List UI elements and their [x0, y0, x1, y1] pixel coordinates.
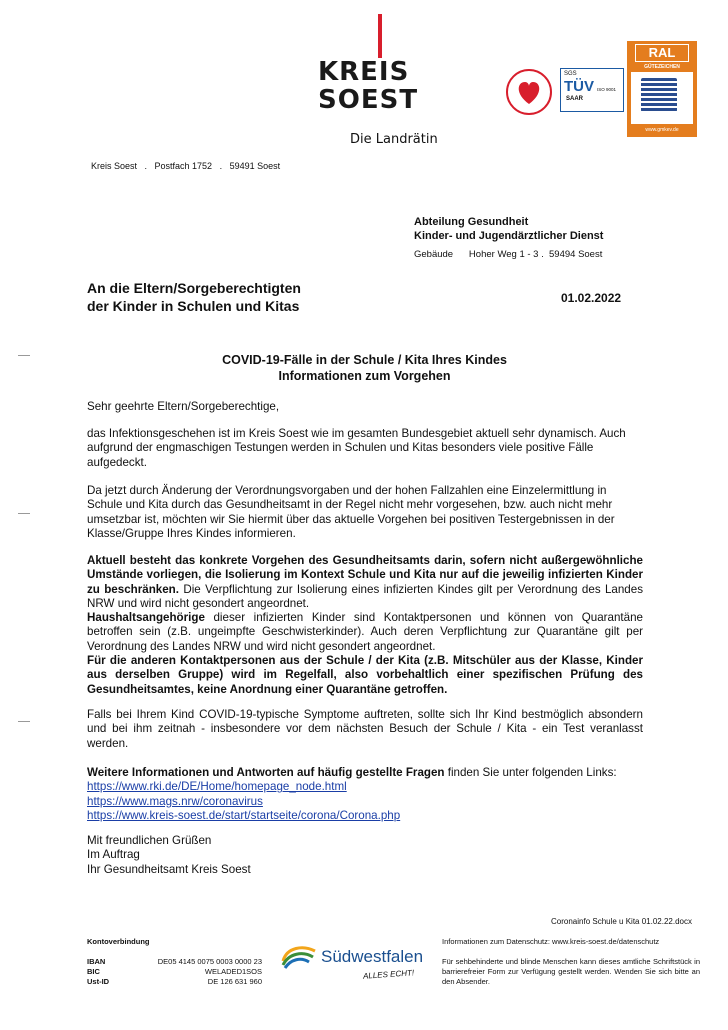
privacy-note: Informationen zum Datenschutz: www.kreis-soest.de/datenschutz [442, 937, 660, 946]
bank-label: BIC [87, 967, 100, 976]
bank-row [87, 957, 262, 967]
paragraph-3 [87, 554, 643, 611]
department-line-1: Abteilung Gesundheit [414, 216, 529, 228]
tuv-top: SGS [564, 71, 577, 77]
bank-row [87, 967, 262, 977]
tuv-main: TÜV [564, 78, 594, 95]
ral-sub: GÜTEZEICHEN [644, 64, 680, 70]
footer-right [442, 937, 700, 987]
closing [87, 834, 643, 877]
document-filename: Coronainfo Schule u Kita 01.02.22.docx [551, 917, 692, 926]
link-mags[interactable]: https://www.mags.nrw/coronavirus [87, 794, 263, 808]
paragraph-7-rest: finden Sie unter folgenden Links: [444, 766, 617, 779]
paragraph-3-bold: Aktuell besteht das konkrete Vorgehen des Gesundheitsamts darin, sofern nicht außergewöhnliche Umstände vorliegen, die Isolierung im Kontext Schule und Kita nur auf die jeweilig infizierten Kinder zu beschränken. [87, 554, 643, 596]
paragraph-1: das Infektionsgeschehen ist im Kreis Soest wie im gesamten Bundesgebiet aktuell sehr dynamisch. Auch aufgrund der engmaschigen Testungen werden in Schulen und Kitas besonders viele positive Fälle aufgedeckt. [87, 427, 626, 469]
bank-value: DE 126 631 960 [207, 977, 262, 986]
link-rki[interactable]: https://www.rki.de/DE/Home/homepage_node.html [87, 780, 347, 794]
letter-date: 01.02.2022 [561, 291, 622, 305]
greeting: Sehr geehrte Eltern/Sorgeberechtige, [87, 400, 280, 413]
bank-label: IBAN [87, 957, 106, 966]
paragraph-4-bold: Haushaltsangehörige [87, 611, 205, 624]
tuv-badge [560, 68, 624, 112]
suedwestfalen-swirl-icon [281, 943, 317, 969]
bank-value: WELADED1SOS [204, 967, 262, 976]
building-address: Gebäude Hoher Weg 1 - 3 . 59494 Soest [414, 249, 603, 260]
suedwestfalen-slogan: ALLES ECHT! [362, 968, 415, 981]
paragraph-7-bold: Weitere Informationen und Antworten auf häufig gestellte Fragen [87, 766, 445, 779]
bank-title: Kontoverbindung [87, 937, 150, 946]
logo-line-2: SOEST [318, 85, 419, 115]
paragraph-7 [87, 766, 643, 823]
paragraph-3-rest: Die Verpflichtung zur Isolierung eines infizierten Kindes gilt per Verordnung des Landes NRW und wird nicht gesondert angeordnet. [87, 582, 643, 610]
logo-line-1: KREIS [318, 57, 410, 87]
recipient-line-2: der Kinder in Schulen und Kitas [87, 298, 300, 314]
department-block [414, 215, 603, 243]
ral-badge [627, 41, 697, 137]
ral-top: RAL [635, 44, 689, 62]
closing-line-3: Ihr Gesundheitsamt Kreis Soest [87, 862, 251, 876]
paragraph-4 [87, 611, 643, 654]
logo-subtitle: Die Landrätin [350, 132, 438, 147]
paragraph-2: Da jetzt durch Änderung der Verordnungsvorgaben und der hohen Fallzahlen eine Einzelermittlung in Schule und Kita durch das Gesundheitsamt in der Regel nicht mehr vorgesehen, bzw. auch nicht mehr umsetzbar ist, möchten wir Sie hiermit über das aktuelle Vorgehen bei positiven Testergebnissen in der Klasse/Gruppe Ihres Kindes informieren. [87, 484, 615, 540]
paragraph-5: Für die anderen Kontaktpersonen aus der Schule / der Kita (z.B. Mitschüler aus der Klasse, Kinder aus derselben Gruppe) wird im Regelfall, also vorbehaltlich einer spezifischen Prüfung des Gesundheitsamtes, keine Anordnung einer Quarantäne getroffen. [87, 654, 643, 696]
tuv-sub: SAAR [566, 96, 584, 102]
sender-line: Kreis Soest . Postfach 1752 . 59491 Soest [91, 161, 281, 171]
closing-line-2: Im Auftrag [87, 848, 140, 862]
accessibility-note: Für sehbehinderte und blinde Menschen kann dieses amtliche Schriftstück in barrierefreier Form zur Verfügung gestellt werden. Wenden Sie sich bitte an den Absender. [442, 957, 700, 986]
link-kreis-soest[interactable]: https://www.kreis-soest.de/start/startseite/corona/Corona.php [87, 808, 401, 822]
ral-emblem [631, 72, 693, 124]
fold-mark [18, 513, 30, 514]
subject-line-2: Informationen zum Vorgehen [278, 369, 451, 383]
closing-line-1: Mit freundlichen Grüßen [87, 834, 212, 847]
family-seal-icon [505, 68, 553, 116]
suedwestfalen-name: Südwestfalen [321, 947, 424, 966]
recipient-line-1: An die Eltern/Sorgeberechtigten [87, 280, 301, 296]
ral-url: www.gmkev.de [645, 127, 679, 133]
logo-accent-bar [378, 14, 382, 58]
fold-mark [18, 721, 30, 722]
bank-row [87, 977, 262, 987]
subject-line-1: COVID-19-Fälle in der Schule / Kita Ihres Kindes [222, 353, 507, 367]
bank-details [87, 957, 262, 987]
bank-value: DE05 4145 0075 0003 0000 23 [157, 957, 262, 966]
paragraph-4-rest: dieser infizierten Kinder sind Kontaktpersonen und können von Quarantäne betroffen sein (z.B. ungeimpfte Geschwisterkinder). Auch deren Verpflichtung zur Quarantäne gilt per Verordnung des Landes NRW und wird nicht gesondert angeordnet. [87, 611, 643, 653]
kreis-soest-logo [318, 58, 418, 114]
paragraph-6: Falls bei Ihrem Kind COVID-19-typische Symptome auftreten, sollte sich Ihr Kind bestmöglich absondern und bei ihm zeitnah - insbesondere vor dem nächsten Besuch der Schule / Kita - ein Test veranlasst werden. [87, 708, 643, 750]
bank-label: Ust-ID [87, 977, 110, 986]
recipient-block [87, 279, 301, 315]
tuv-iso: ISO 9001 [597, 87, 617, 92]
department-line-2: Kinder- und Jugendärztlicher Dienst [414, 230, 604, 242]
suedwestfalen-logo [281, 941, 426, 987]
fold-mark [18, 355, 30, 356]
subject [87, 352, 642, 384]
